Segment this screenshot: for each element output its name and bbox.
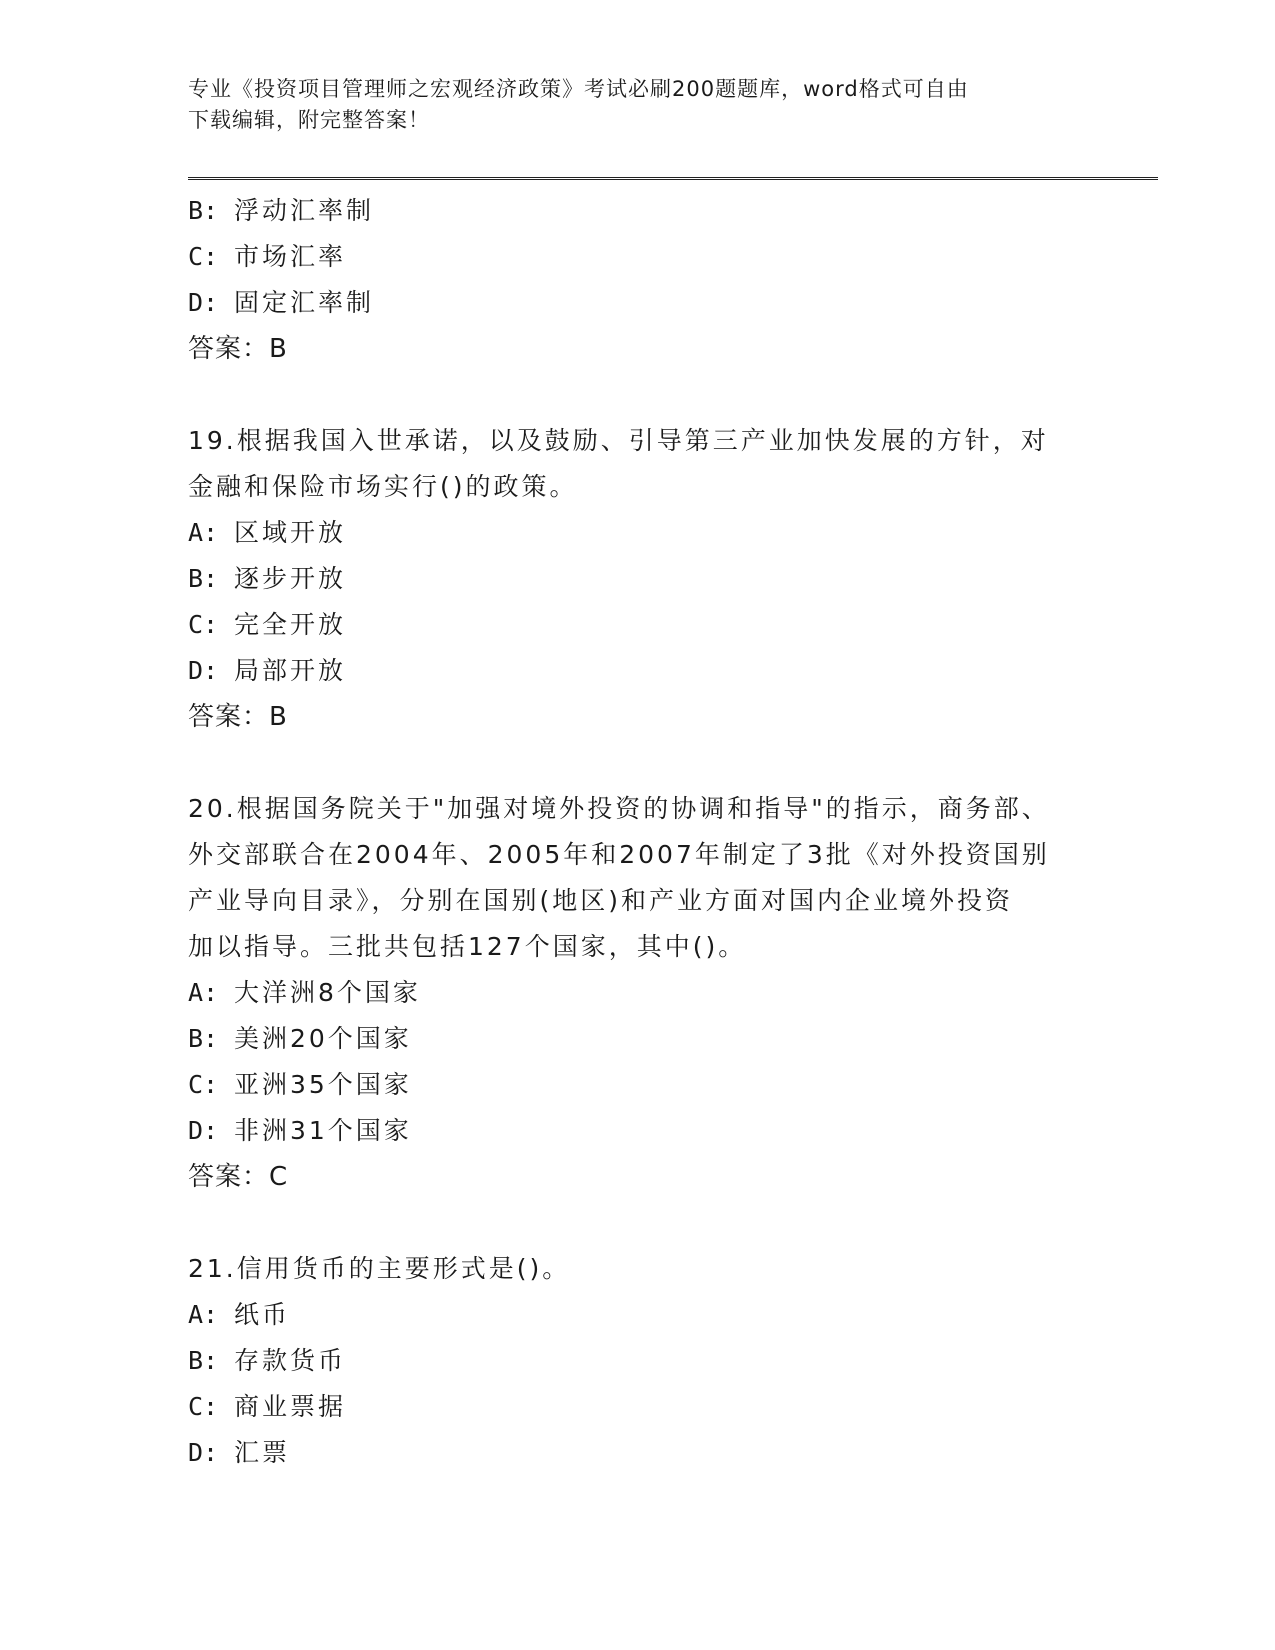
question-18-tail bbox=[188, 188, 1088, 372]
option-text: 完全开放 bbox=[234, 610, 347, 639]
option-b bbox=[188, 556, 1088, 602]
question-content bbox=[188, 188, 1088, 1476]
option-letter: C: bbox=[188, 1070, 219, 1099]
header-divider bbox=[188, 177, 1158, 180]
question-text-line: 21.信用货币的主要形式是()。 bbox=[188, 1254, 571, 1283]
option-letter: D: bbox=[188, 1116, 219, 1145]
option-letter: C: bbox=[188, 1392, 219, 1421]
question-text-line: 外交部联合在2004年、2005年和2007年制定了3批《对外投资国别 bbox=[188, 840, 1050, 869]
option-b bbox=[188, 188, 1088, 234]
option-text: 纸币 bbox=[234, 1300, 291, 1329]
option-text: 汇票 bbox=[234, 1438, 291, 1467]
option-text: 市场汇率 bbox=[234, 242, 347, 271]
option-d bbox=[188, 280, 1088, 326]
question-21 bbox=[188, 1246, 1088, 1476]
option-letter: B: bbox=[188, 196, 219, 225]
question-text-line: 金融和保险市场实行()的政策。 bbox=[188, 472, 578, 501]
option-a bbox=[188, 510, 1088, 556]
answer-label: 答案：C bbox=[188, 1162, 289, 1192]
option-letter: D: bbox=[188, 656, 219, 685]
option-text: 逐步开放 bbox=[234, 564, 347, 593]
option-a bbox=[188, 1292, 1088, 1338]
option-b bbox=[188, 1016, 1088, 1062]
option-letter: A: bbox=[188, 978, 219, 1007]
option-letter: B: bbox=[188, 1346, 219, 1375]
option-text: 固定汇率制 bbox=[234, 288, 375, 317]
option-text: 区域开放 bbox=[234, 518, 347, 547]
question-text-line: 20.根据国务院关于"加强对境外投资的协调和指导"的指示，商务部、 bbox=[188, 794, 1050, 823]
option-text: 局部开放 bbox=[234, 656, 347, 685]
option-text: 美洲20个国家 bbox=[234, 1024, 412, 1053]
option-letter: B: bbox=[188, 564, 219, 593]
option-text: 大洋洲8个国家 bbox=[234, 978, 421, 1007]
option-c bbox=[188, 602, 1088, 648]
option-a bbox=[188, 970, 1088, 1016]
option-letter: D: bbox=[188, 288, 219, 317]
answer-label: 答案：B bbox=[188, 702, 288, 732]
option-text: 亚洲35个国家 bbox=[234, 1070, 412, 1099]
option-letter: D: bbox=[188, 1438, 219, 1467]
option-text: 浮动汇率制 bbox=[234, 196, 375, 225]
option-b bbox=[188, 1338, 1088, 1384]
option-c bbox=[188, 234, 1088, 280]
question-text-line: 产业导向目录》，分别在国别(地区)和产业方面对国内企业境外投资 bbox=[188, 886, 1014, 915]
option-text: 存款货币 bbox=[234, 1346, 347, 1375]
option-letter: A: bbox=[188, 518, 219, 547]
header-line-1: 专业《投资项目管理师之宏观经济政策》考试必刷200题题库，word格式可自由 bbox=[188, 77, 969, 101]
question-text-line: 19.根据我国入世承诺，以及鼓励、引导第三产业加快发展的方针，对 bbox=[188, 426, 1049, 455]
option-text: 商业票据 bbox=[234, 1392, 347, 1421]
option-c bbox=[188, 1062, 1088, 1108]
page-header bbox=[188, 74, 1068, 136]
option-d bbox=[188, 648, 1088, 694]
option-letter: C: bbox=[188, 610, 219, 639]
option-d bbox=[188, 1108, 1088, 1154]
question-text-line: 加以指导。三批共包括127个国家，其中()。 bbox=[188, 932, 747, 961]
option-d bbox=[188, 1430, 1088, 1476]
question-19 bbox=[188, 418, 1088, 740]
answer-label: 答案：B bbox=[188, 334, 288, 364]
option-text: 非洲31个国家 bbox=[234, 1116, 412, 1145]
question-20 bbox=[188, 786, 1088, 1200]
option-letter: C: bbox=[188, 242, 219, 271]
option-letter: B: bbox=[188, 1024, 219, 1053]
header-line-2: 下载编辑，附完整答案！ bbox=[188, 108, 430, 132]
option-letter: A: bbox=[188, 1300, 219, 1329]
option-c bbox=[188, 1384, 1088, 1430]
